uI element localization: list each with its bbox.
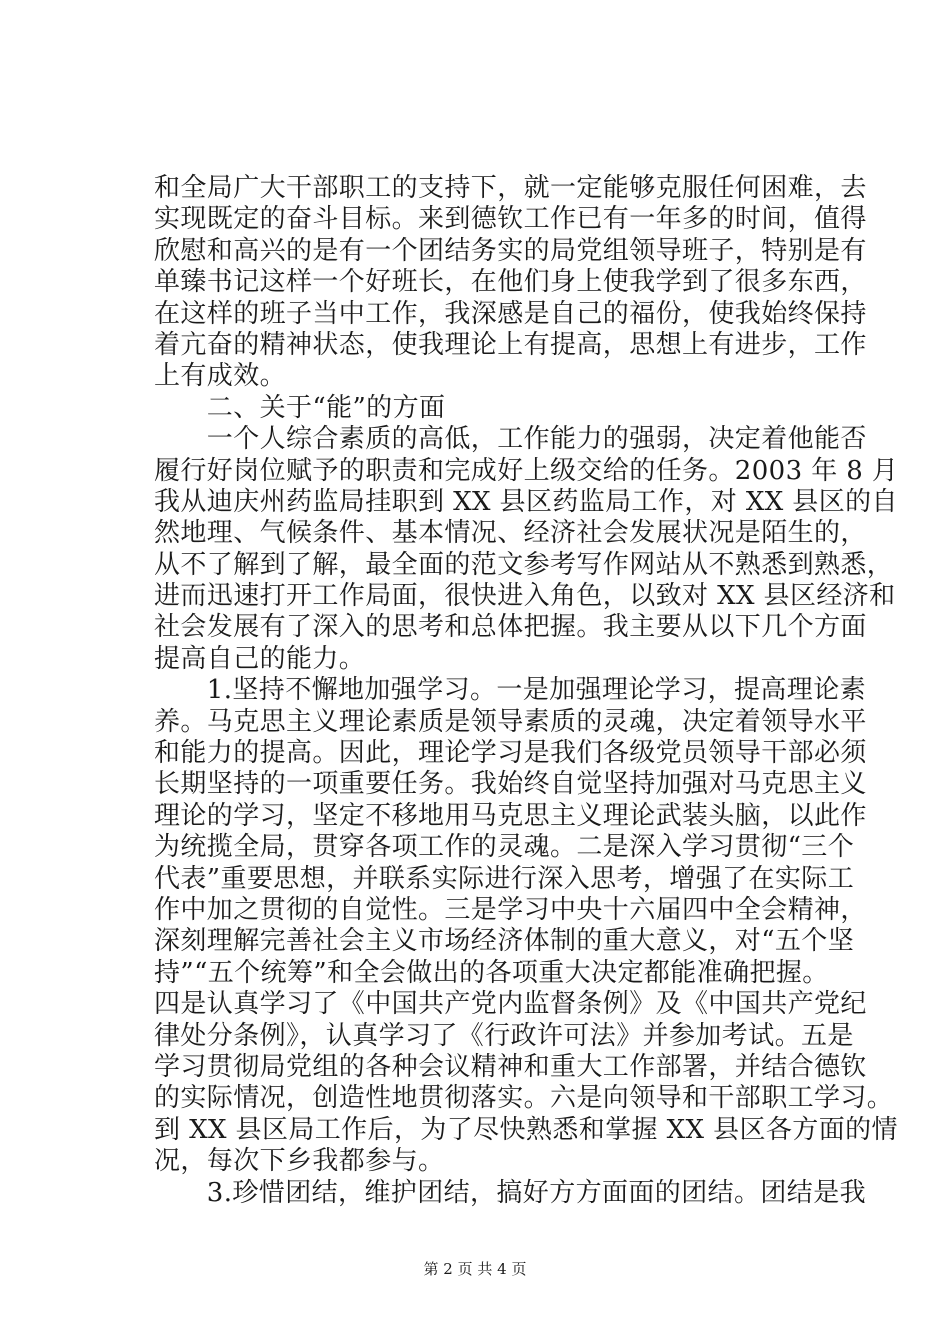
text-line: 和全局广大干部职工的支持下，就一定能够克服任何困难，去: [154, 173, 867, 203]
text-line: 提高自己的能力。: [154, 643, 366, 674]
text-line: 着亢奋的精神状态，使我理论上有提高，思想上有进步，工作: [154, 329, 867, 360]
text-line: 然地理、气候条件、基本情况、经济社会发展状况是陌生的，: [154, 518, 867, 549]
body-text: [154, 173, 899, 1209]
text-line: 深刻理解完善社会主义市场经济体制的重大意义，对“五个坚: [154, 926, 855, 957]
text-line: 到 XX 县区局工作后，为了尽快熟悉和掌握 XX 县区各方面的情: [154, 1114, 898, 1145]
text-line: 实现既定的奋斗目标。来到德钦工作已有一年多的时间，值得: [154, 204, 867, 235]
text-line: 进而迅速打开工作局面，很快进入角色，以致对 XX 县区经济和: [154, 581, 896, 612]
text-line: 况，每次下乡我都参与。: [154, 1146, 445, 1177]
text-line: 律处分条例》，认真学习了《行政许可法》并参加考试。五是: [154, 1020, 854, 1051]
text-line: 欣慰和高兴的是有一个团结务实的局党组领导班子，特别是有: [154, 235, 867, 266]
text-line: 3.珍惜团结，维护团结，搞好方方面面的团结。团结是我: [154, 1177, 867, 1208]
text-line: 养。马克思主义理论素质是领导素质的灵魂，决定着领导水平: [154, 706, 867, 737]
text-line: 理论的学习，坚定不移地用马克思主义理论武装头脑，以此作: [154, 800, 867, 831]
text-line: 1.坚持不懈地加强学习。一是加强理论学习，提高理论素: [154, 675, 867, 706]
page-number-footer: 第 2 页 共 4 页: [423, 1260, 527, 1278]
text-line: 的实际情况，创造性地贯彻落实。六是向领导和干部职工学习。: [154, 1083, 894, 1114]
text-line: 我从迪庆州药监局挂职到 XX 县区药监局工作，对 XX 县区的自: [154, 486, 898, 517]
text-line: 从不了解到了解，最全面的范文参考写作网站从不熟悉到熟悉，: [154, 549, 894, 580]
text-line: 履行好岗位赋予的职责和完成好上级交给的任务。2003 年 8 月: [154, 455, 899, 486]
text-line: 为统揽全局，贯穿各项工作的灵魂。二是深入学习贯彻“三个: [154, 832, 855, 863]
section-heading: 二、关于“能”的方面: [154, 392, 446, 423]
text-line: 单臻书记这样一个好班长，在他们身上使我学到了很多东西，: [154, 267, 867, 298]
text-line: 一个人综合素质的高低，工作能力的强弱，决定着他能否: [154, 424, 867, 455]
text-line: 持”“五个统筹”和全会做出的各项重大决定都能准确把握。: [154, 957, 829, 988]
text-line: 四是认真学习了《中国共产党内监督条例》及《中国共产党纪: [154, 989, 867, 1020]
text-line: 和能力的提高。因此，理论学习是我们各级党员领导干部必须: [154, 738, 867, 769]
text-line: 社会发展有了深入的思考和总体把握。我主要从以下几个方面: [154, 612, 867, 643]
text-line: 作中加之贯彻的自觉性。三是学习中央十六届四中全会精神，: [154, 894, 867, 925]
text-line: 长期坚持的一项重要任务。我始终自觉坚持加强对马克思主义: [154, 769, 867, 800]
text-line: 学习贯彻局党组的各种会议精神和重大工作部署，并结合德钦: [154, 1051, 867, 1082]
text-line: 代表”重要思想，并联系实际进行深入思考，增强了在实际工: [154, 863, 855, 894]
text-line: 上有成效。: [154, 361, 287, 392]
text-line: 在这样的班子当中工作，我深感是自己的福份，使我始终保持: [154, 298, 867, 329]
